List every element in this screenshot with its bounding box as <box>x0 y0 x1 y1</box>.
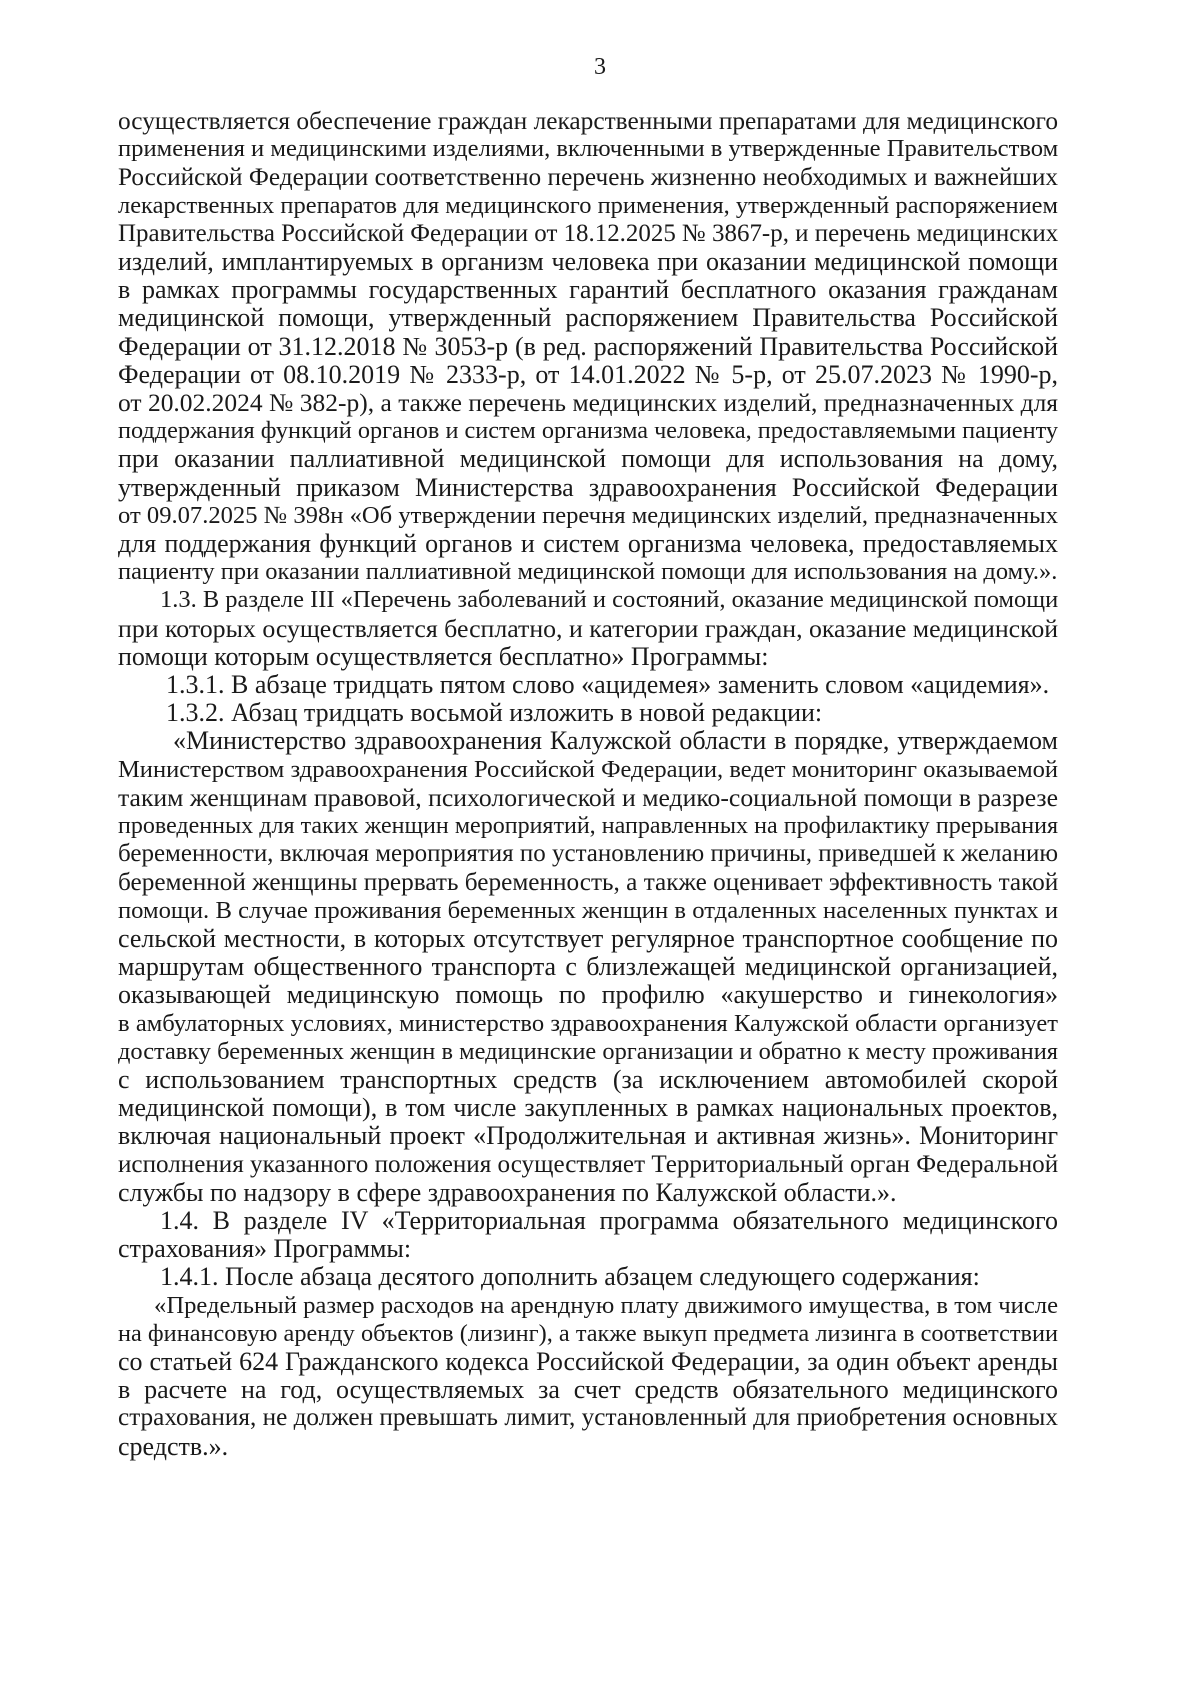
text-line: с использованием транспортных средств (за исключением автомобилей скорой <box>118 1064 1058 1094</box>
text-line: пациенту при оказании паллиативной медицинской помощи для использования на дому.». <box>118 558 1058 586</box>
text-line: доставку беременных женщин в медицинские организации и обратно к месту проживания <box>118 1037 1058 1065</box>
text-line: в амбулаторных условиях, министерство здравоохранения Калужской области организует <box>118 1009 1058 1037</box>
page-number: 3 <box>594 54 606 80</box>
text-line: 1.4.1. После абзаца десятого дополнить абзацем следующего содержания: <box>160 1262 980 1292</box>
text-line: 1.4. В разделе IV «Территориальная программа обязательного медицинского <box>160 1205 1058 1235</box>
text-line: маршрутам общественного транспорта с близлежащей медицинской организацией, <box>118 952 1058 982</box>
text-line: средств.». <box>118 1431 229 1461</box>
text-line: оказывающей медицинскую помощь по профилю «акушерство и гинекология» <box>118 980 1058 1010</box>
text-line: применения и медицинскими изделиями, включенными в утвержденные Правительством <box>118 135 1059 163</box>
text-line: включая национальный проект «Продолжительная и активная жизнь». Мониторинг <box>118 1121 1058 1151</box>
text-line: 1.3.2. Абзац тридцать восьмой изложить в новой редакции: <box>166 698 823 728</box>
text-line: изделий, имплантируемых в организм человека при оказании медицинской помощи <box>118 247 1058 277</box>
text-line: на финансовую аренду объектов (лизинг), а также выкуп предмета лизинга в соответствии <box>118 1319 1058 1347</box>
text-line: при которых осуществляется бесплатно, и категории граждан, оказание медицинской <box>118 613 1059 643</box>
text-line: проведенных для таких женщин мероприятий, направленных на профилактику прерывания <box>118 813 1058 840</box>
document-body <box>118 107 1058 1461</box>
text-line: со статьей 624 Гражданского кодекса Российской Федерации, за один объект аренды <box>118 1346 1058 1376</box>
text-line: 1.3.1. В абзаце тридцать пятом слово «ацидемея» заменить словом «ацидемия». <box>166 670 1050 700</box>
text-line: таким женщинам правовой, психологической и медико-социальной помощи в разрезе <box>118 782 1058 812</box>
text-line: Правительства Российской Федерации от 18.12.2025 № 3867-р, и перечень медицинских <box>118 219 1059 247</box>
text-line: исполнения указанного положения осуществляет Территориальный орган Федеральной <box>118 1150 1059 1178</box>
text-line: 1.3. В разделе III «Перечень заболеваний и состояний, оказание медицинской помощи <box>160 586 1059 614</box>
text-line: поддержания функций органов и систем организма человека, предоставляемыми пациенту <box>118 417 1058 445</box>
text-line: при оказании паллиативной медицинской помощи для использования на дому, <box>118 444 1058 474</box>
text-line: осуществляется обеспечение граждан лекарственными препаратами для медицинского <box>118 107 1058 135</box>
text-line: «Предельный размер расходов на арендную плату движимого имущества, в том числе <box>154 1291 1058 1319</box>
text-line: медицинской помощи, утвержденный распоряжением Правительства Российской <box>118 303 1058 333</box>
text-line: Федерации от 08.10.2019 № 2333-р, от 14.01.2022 № 5-р, от 25.07.2023 № 1990-р, <box>118 359 1058 389</box>
text-line: службы по надзору в сфере здравоохранения по Калужской области.». <box>118 1177 897 1207</box>
text-line: сельской местности, в которых отсутствует регулярное транспортное сообщение по <box>118 923 1058 953</box>
text-line: от 09.07.2025 № 398н «Об утверждении перечня медицинских изделий, предназначенных <box>118 501 1058 529</box>
text-line: помощи. В случае проживания беременных женщин в отдаленных населенных пунктах и <box>118 896 1058 924</box>
text-line: помощи которым осуществляется бесплатно» Программы: <box>118 641 769 671</box>
text-line: медицинской помощи), в том числе закупленных в рамках национальных проектов, <box>118 1093 1058 1123</box>
text-line: для поддержания функций органов и систем организма человека, предоставляемых <box>118 529 1058 559</box>
text-line: страхования» Программы: <box>118 1234 412 1264</box>
text-line: «Министерство здравоохранения Калужской области в порядке, утверждаемом <box>173 726 1058 756</box>
text-line: утвержденный приказом Министерства здравоохранения Российской Федерации <box>118 472 1058 502</box>
text-line: Министерством здравоохранения Российской Федерации, ведет мониторинг оказываемой <box>118 755 1058 783</box>
text-line: лекарственных препаратов для медицинского применения, утвержденный распоряжением <box>118 191 1058 219</box>
text-line: страхования, не должен превышать лимит, установленный для приобретения основных <box>118 1404 1058 1432</box>
text-line: в рамках программы государственных гарантий бесплатного оказания гражданам <box>118 275 1058 305</box>
text-line: в расчете на год, осуществляемых за счет средств обязательного медицинского <box>118 1375 1058 1405</box>
text-line: беременной женщины прервать беременность, а также оценивает эффективность такой <box>118 868 1059 897</box>
text-line: Федерации от 31.12.2018 № 3053-р (в ред. распоряжений Правительства Российской <box>118 331 1058 361</box>
text-line: Российской Федерации соответственно перечень жизненно необходимых и важнейших <box>118 163 1058 192</box>
text-line: от 20.02.2024 № 382-р), а также перечень медицинских изделий, предназначенных для <box>118 388 1058 418</box>
text-line: беременности, включая мероприятия по установлению причины, приведшей к желанию <box>118 840 1058 868</box>
